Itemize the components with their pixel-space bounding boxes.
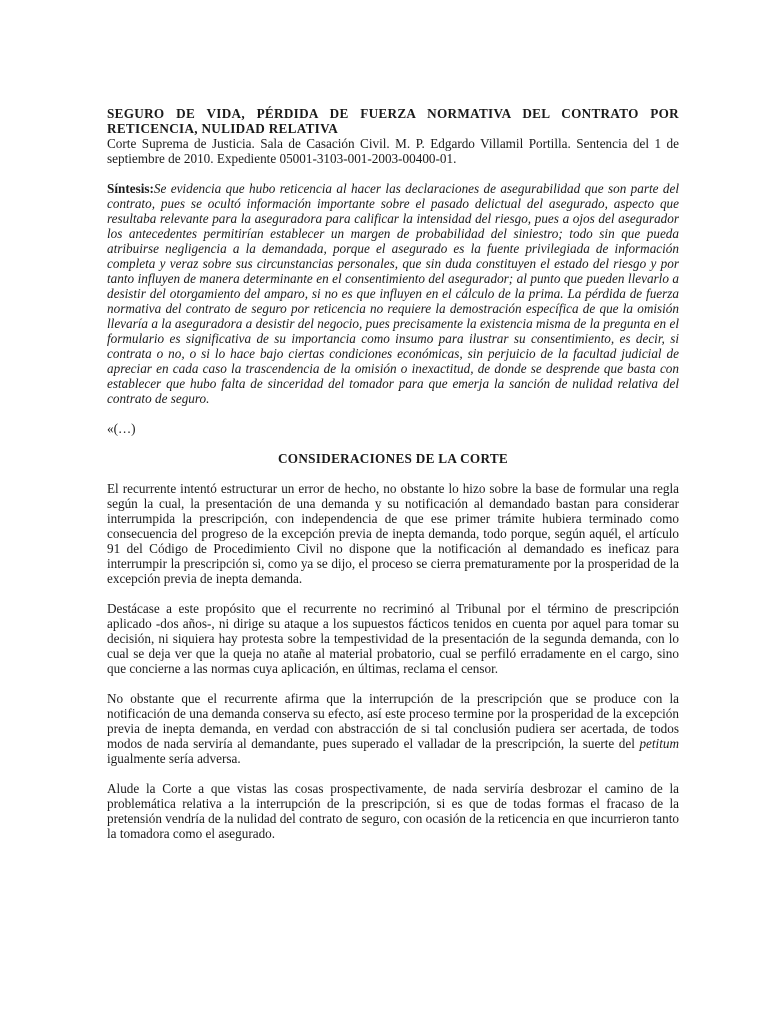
petitum-term: petitum <box>639 736 679 751</box>
section-heading: CONSIDERACIONES DE LA CORTE <box>277 451 509 466</box>
ellipsis-marker: «(…) <box>107 421 136 436</box>
document-body <box>107 106 679 841</box>
synthesis-text: Se evidencia que hubo reticencia al hacer las declaraciones de asegurabilidad que son parte del contrato, pues se ocultó información importante sobre el pasado delictual del asegurado, aspecto que resultaba relevante para la aseguradora para calificar la intensidad del riesgo, pues a ojos del asegurador los antecedentes permitirían establecer un margen de probabilidad del siniestro; todo sin que pueda atribuirse negligencia a la demandada, porque el asegurado es la fuente privilegiada de información completa y veraz sobre sus circunstancias personales, que sin duda constituyen el estado del riesgo y por tanto influyen de manera determinante en el consentimiento del asegurador; al punto que pueden llevarlo a desistir del otorgamiento del amparo, si no es que influyen en el cálculo de la prima. La pérdida de fuerza normativa del contrato de seguro por reticencia no requiere la demostración específica de que la omisión llevaría a la aseguradora a desistir del negocio, pues precisamente la existencia misma de la pregunta en el formulario es significativa de su importancia como insumo para ilustrar su consentimiento, es decir, si contrata o no, o si lo hace bajo ciertas condiciones económicas, sin perjuicio de la facultad judicial de apreciar en cada caso la trascendencia de la omisión o inexactitud, de donde se desprende que basta con establecer que hubo falta de sinceridad del tomador para que emerja la sanción de nulidad relativa del contrato de seguro. <box>107 181 679 406</box>
synthesis-label: Síntesis: <box>107 181 154 196</box>
paragraph-3 <box>107 691 679 766</box>
paragraph-4: Alude la Corte a que vistas las cosas prospectivamente, de nada serviría desbrozar el camino de la problemática relativa a la interrupción de la prescripción, si es que de todas formas el fracaso de la pretensión vendría de la nulidad del contrato de seguro, con ocasión de la reticencia en que incurrieron tanto la tomadora como el asegurado. <box>107 781 679 841</box>
citation: Corte Suprema de Justicia. Sala de Casación Civil. M. P. Edgardo Villamil Portilla. Sentencia del 1 de septiembre de 2010. Expediente 05001-3103-001-2003-00400-01. <box>107 136 679 166</box>
synthesis-paragraph <box>107 181 679 406</box>
document-title: SEGURO DE VIDA, PÉRDIDA DE FUERZA NORMATIVA DEL CONTRATO POR RETICENCIA, NULIDAD RELATIVA <box>107 106 679 136</box>
paragraph-3-ending: igualmente sería adversa. <box>107 751 241 766</box>
paragraph-2: Destácase a este propósito que el recurrente no recriminó al Tribunal por el término de prescripción aplicado -dos años-, ni dirige su ataque a los supuestos fácticos tenidos en cuenta por aquel para tomar su decisión, ni siquiera hay protesta sobre la tempestividad de la presentación de la segunda demanda, con lo cual se deja ver que la queja no atañe al material probatorio, cual se perfiló erradamente en el cargo, sino que concierne a las normas cuya aplicación, en últimas, reclama el censor. <box>107 601 679 676</box>
paragraph-3-text: No obstante que el recurrente afirma que la interrupción de la prescripción que se produce con la notificación de una demanda conserva su efecto, así este proceso termine por la prosperidad de la excepción previa de inepta demanda, en verdad con abstracción de si tal conclusión pudiera ser acertada, de todos modos de nada serviría al demandante, pues superado el valladar de la prescripción, la suerte del <box>107 691 679 751</box>
paragraph-1: El recurrente intentó estructurar un error de hecho, no obstante lo hizo sobre la base de formular una regla según la cual, la presentación de una demanda y su notificación al demandado bastan para considerar interrumpida la prescripción, con independencia de que ese primer trámite hubiera terminado como consecuencia del progreso de la excepción previa de inepta demanda, todo porque, según aquél, el artículo 91 del Código de Procedimiento Civil no dispone que la notificación al demandado es ineficaz para interrumpir la prescripción si, como ya se dijo, el proceso se cierra prematuramente por la prosperidad de la excepción previa de inepta demanda. <box>107 481 679 586</box>
